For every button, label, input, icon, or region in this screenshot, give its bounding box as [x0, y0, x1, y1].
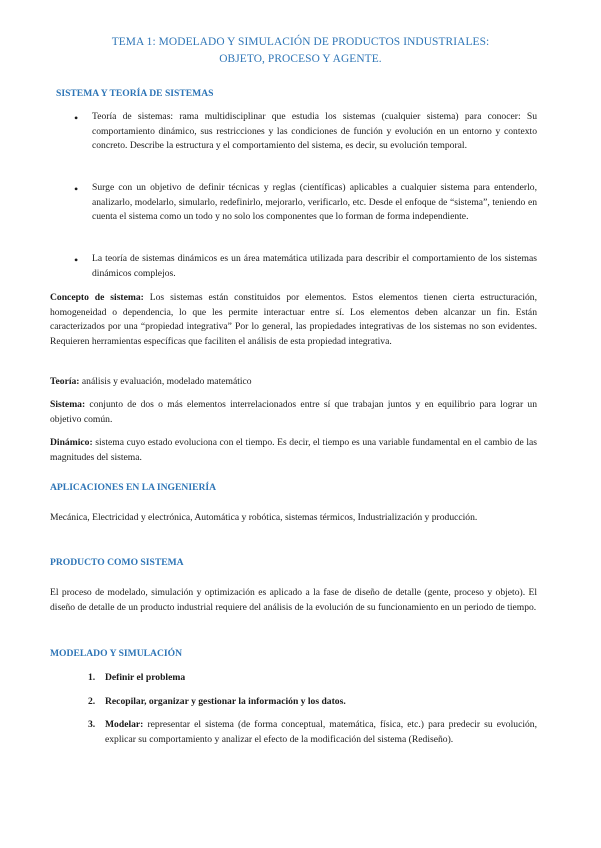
bullet-2-text: Surge con un objetivo de definir técnicas y reglas (científicas) aplicables a cualquier sistema para entenderlo, analizarlo, modelarlo, simularlo, redefinirlo, mejorarlo, verificarlo, etc. Desde el enfoque de “sistema”, teniendo en cuenta el sistema como un todo y no solo los componentes que lo forman de forma independiente.: [92, 182, 537, 223]
step-2-number: 2.: [88, 696, 96, 707]
step-1-number: 1.: [88, 672, 96, 683]
step-2: [105, 695, 537, 710]
sistema-label: Sistema:: [50, 399, 86, 410]
heading-aplicaciones: APLICACIONES EN LA INGENIERÍA: [50, 482, 217, 493]
bullet-icon: [74, 256, 80, 262]
step-2-label: Recopilar, organizar y gestionar la información y los datos.: [105, 696, 346, 707]
step-3-number: 3.: [88, 719, 96, 730]
bullet-2: [92, 181, 537, 225]
concepto-label: Concepto de sistema:: [50, 292, 144, 303]
step-3-label: Modelar:: [105, 719, 144, 730]
dinamico-label: Dinámico:: [50, 437, 93, 448]
title-line-2: OBJETO, PROCESO Y AGENTE.: [219, 53, 382, 65]
bullet-1-text: Teoría de sistemas: rama multidisciplinar que estudia los sistemas (cualquier sistema) para conocer: Su comportamiento dinámico, sus restricciones y las condiciones de función y evolución en un entorno y contexto concreto. Describe la estructura y el comportamiento del sistema, es decir, su evolución temporal.: [92, 111, 537, 152]
heading-sistema: SISTEMA Y TEORÍA DE SISTEMAS: [56, 88, 214, 99]
bullet-1: [92, 110, 537, 154]
dinamico-text: sistema cuyo estado evoluciona con el tiempo. Es decir, el tiempo es una variable fundamental en el cambio de las magnitudes del sistema.: [50, 437, 537, 463]
concepto-text: Los sistemas están constituidos por elementos. Estos elementos tienen cierta estructuración, homogeneidad o dependencia, lo que les permite interactuar entre sí. Los elementos deben alcanzar un fin. Están caracterizados por una “propiedad integrativa” Por lo general, las propiedades integrativas de los sistemas no son evidentes. Requieren herramientas específicas que faciliten el análisis de esta propiedad integrativa.: [50, 292, 537, 347]
dinamico-paragraph: [50, 436, 537, 465]
document-title: [0, 34, 601, 68]
sistema-paragraph: [50, 398, 537, 427]
producto-paragraph: El proceso de modelado, simulación y optimización es aplicado a la fase de diseño de detalle (gente, proceso y objeto). El diseño de detalle de un producto industrial requiere del análisis de la evolución de su funcionamiento en un periodo de tiempo.: [50, 587, 537, 613]
bullet-icon: [74, 114, 80, 120]
bullet-3-text: La teoría de sistemas dinámicos es un área matemática utilizada para describir el comportamiento de los sistemas dinámicos complejos.: [92, 253, 537, 279]
concepto-paragraph: [50, 291, 537, 349]
heading-modelado: MODELADO Y SIMULACIÓN: [50, 648, 183, 659]
step-3: [105, 718, 537, 747]
teoria-text: análisis y evaluación, modelado matemático: [79, 376, 252, 387]
heading-producto: PRODUCTO COMO SISTEMA: [50, 557, 184, 568]
step-1-label: Definir el problema: [105, 672, 186, 683]
teoria-label: Teoría:: [50, 376, 80, 387]
step-3-text: representar el sistema (de forma conceptual, matemática, física, etc.) para predecir su evolución, explicar su comportamiento y analizar el efecto de la modificación del sistema (Rediseño).: [105, 719, 537, 745]
sistema-text: conjunto de dos o más elementos interrelacionados entre sí que trabajan juntos y en equilibrio para lograr un objetivo común.: [50, 399, 537, 425]
teoria-paragraph: [50, 375, 537, 390]
bullet-icon: [74, 185, 80, 191]
step-1: [105, 671, 537, 686]
bullet-3: [92, 252, 537, 281]
aplicaciones-paragraph: Mecánica, Electricidad y electrónica, Automática y robótica, sistemas térmicos, Industrialización y producción.: [50, 512, 478, 523]
title-line-1: TEMA 1: MODELADO Y SIMULACIÓN DE PRODUCTOS INDUSTRIALES:: [111, 36, 490, 48]
